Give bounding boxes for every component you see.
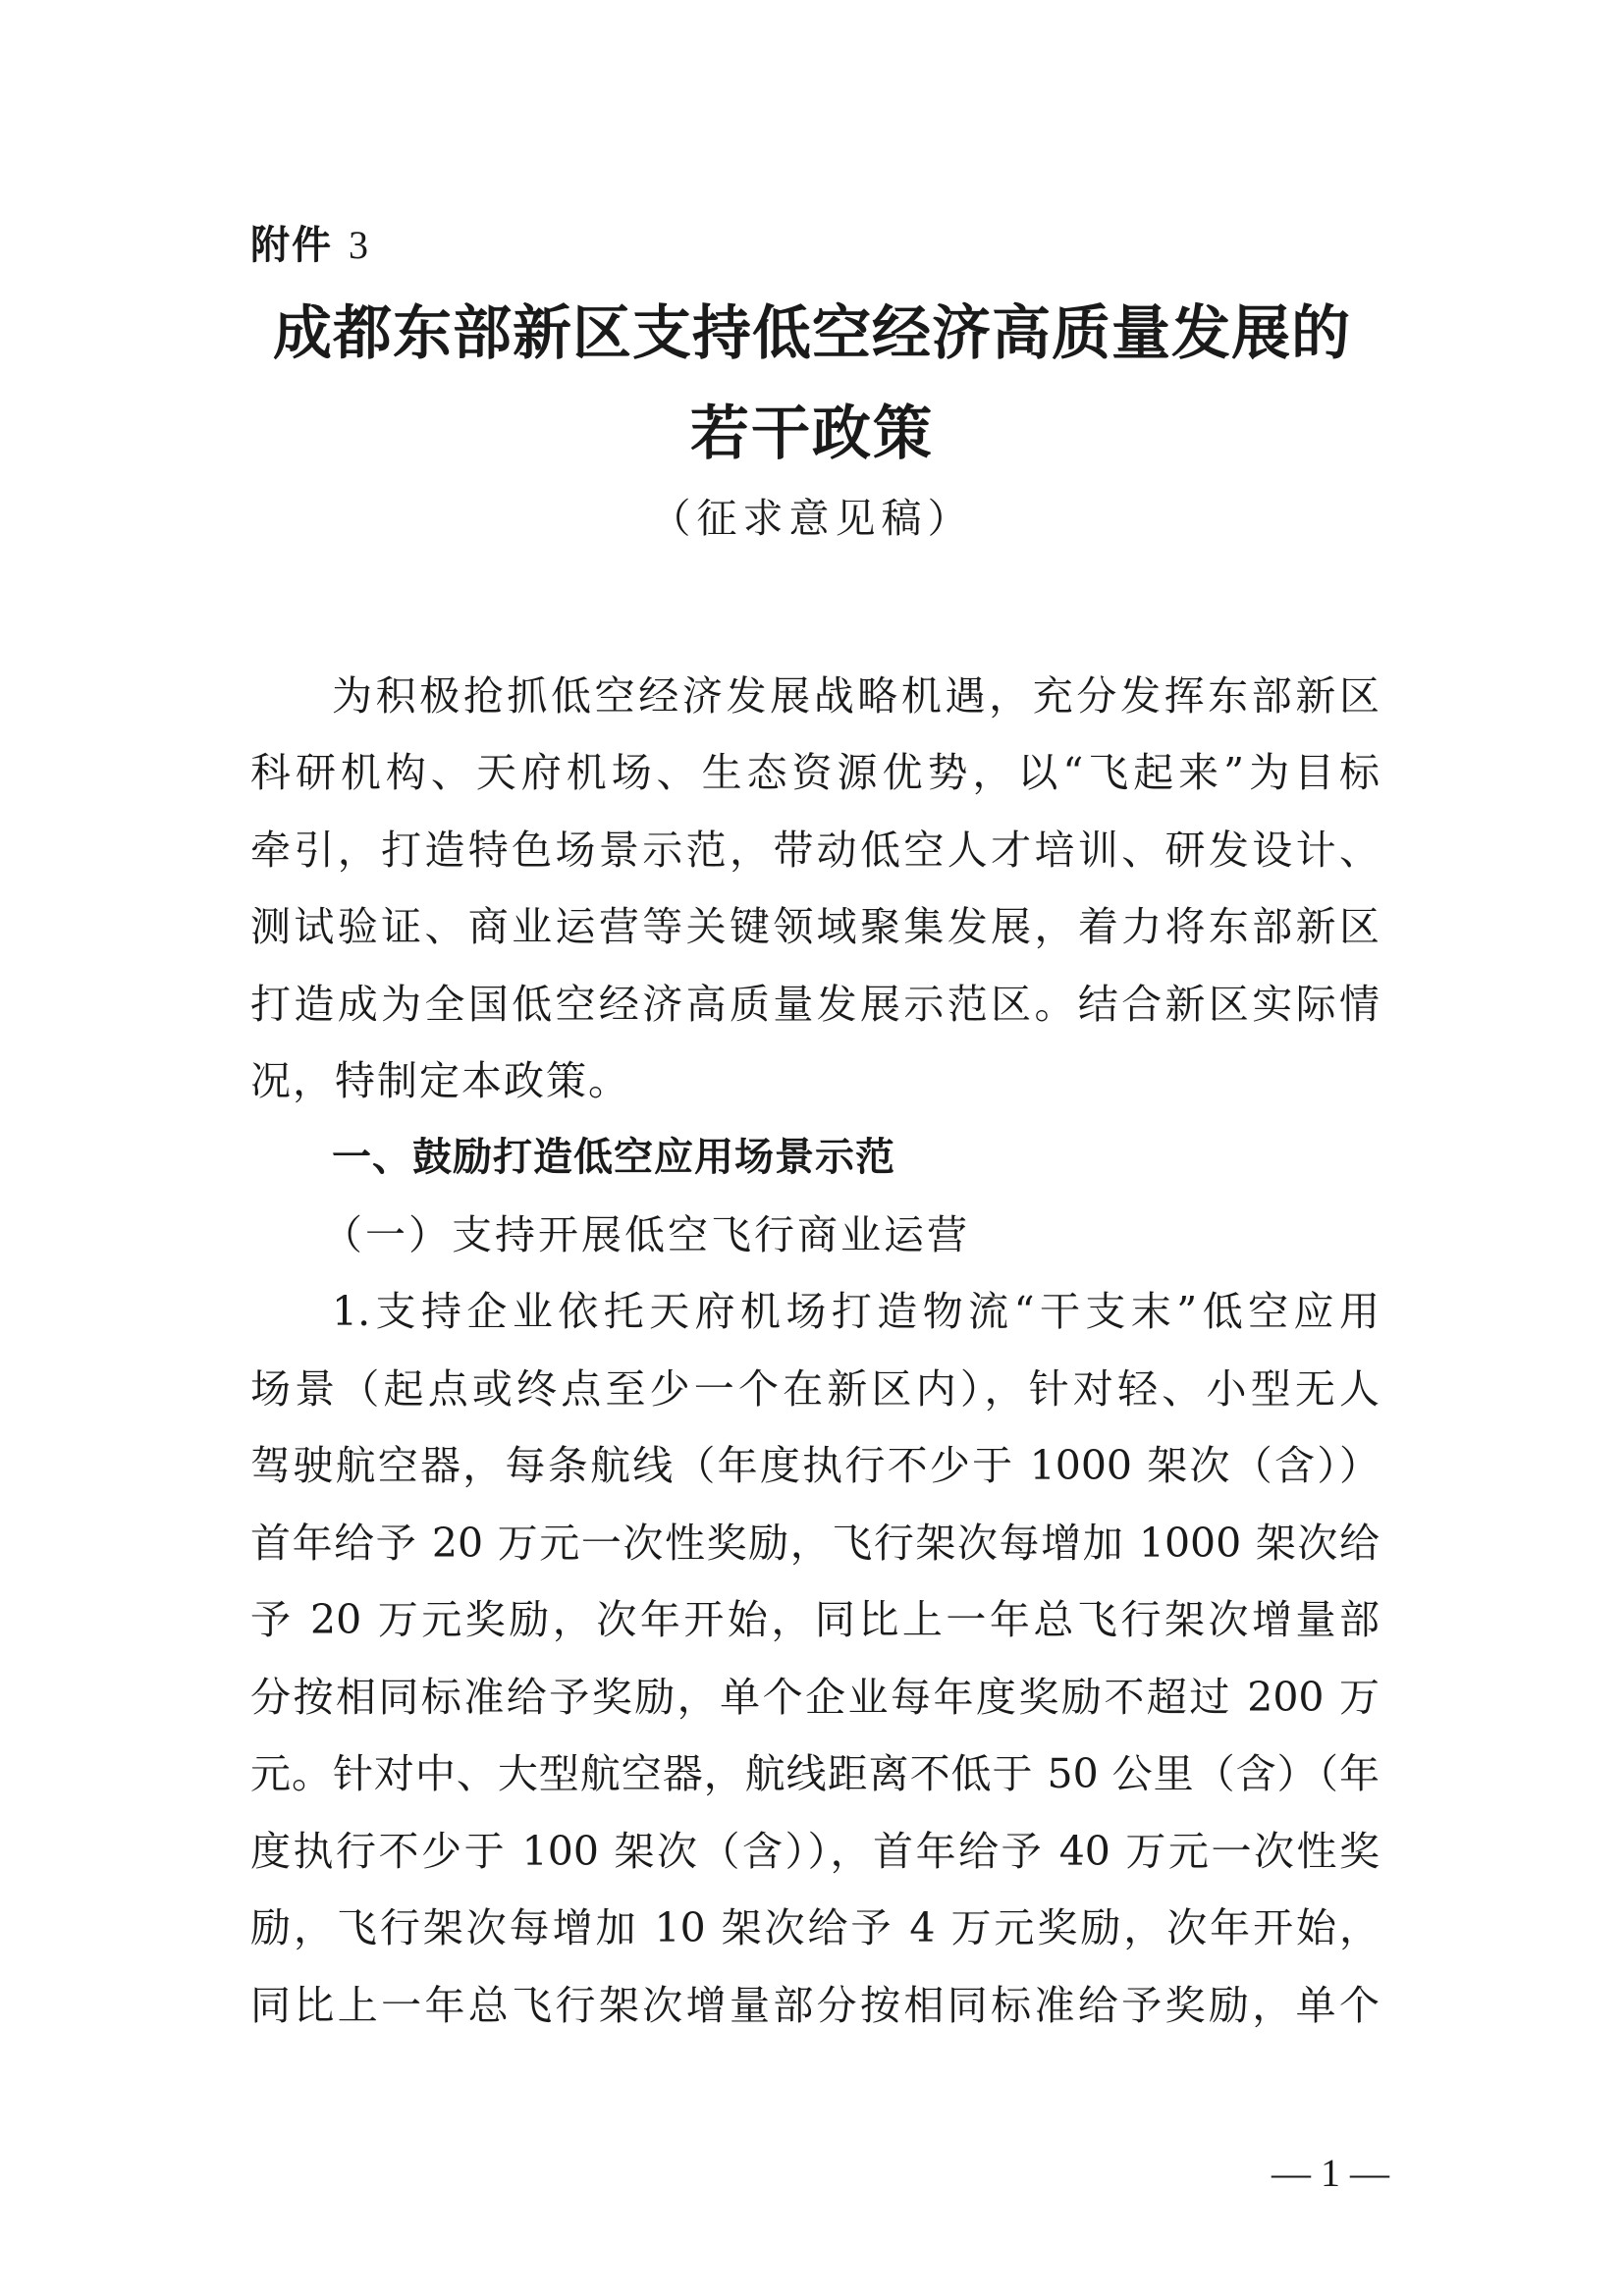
document-title-line-2: 若干政策 [690, 400, 934, 468]
item-line: 予 20 万元奖励，次年开始，同比上一年总飞行架次增量部 [250, 1596, 1380, 1643]
section-heading: 一、鼓励打造低空应用场景示范 [332, 1135, 895, 1180]
intro-line: 况，特制定本政策。 [250, 1057, 630, 1104]
subsection-heading: （一）支持开展低空飞行商业运营 [322, 1211, 970, 1258]
item-line: 同比上一年总飞行架次增量部分按相同标准给予奖励，单个 [250, 1982, 1380, 2029]
item-line: 驾驶航空器，每条航线（年度执行不少于 1000 架次（含）） [250, 1442, 1380, 1489]
attachment-text: 附件 [250, 223, 333, 268]
document-title-line-1: 成都东部新区支持低空经济高质量发展的 [273, 299, 1351, 368]
item-line: 度执行不少于 100 架次（含）），首年给予 40 万元一次性奖 [250, 1828, 1380, 1875]
intro-line: 牵引，打造特色场景示范，带动低空人才培训、研发设计、 [250, 827, 1380, 874]
attachment-label [250, 218, 370, 273]
item-line: 首年给予 20 万元一次性奖励，飞行架次每增加 1000 架次给 [250, 1520, 1380, 1567]
intro-line: 打造成为全国低空经济高质量发展示范区。结合新区实际情 [250, 981, 1380, 1028]
attachment-number: 3 [348, 223, 370, 267]
document-subtitle: （征求意见稿） [650, 495, 974, 542]
item-line: 元。针对中、大型航空器，航线距离不低于 50 公里（含）（年 [250, 1750, 1380, 1797]
intro-line: 测试验证、商业运营等关键领域聚集发展，着力将东部新区 [250, 903, 1380, 950]
item-line: 1.支持企业依托天府机场打造物流“干支末”低空应用 [332, 1288, 1380, 1335]
item-line: 场景（起点或终点至少一个在新区内），针对轻、小型无人 [250, 1365, 1380, 1413]
item-line: 分按相同标准给予奖励，单个企业每年度奖励不超过 200 万 [250, 1674, 1380, 1721]
intro-line: 为积极抢抓低空经济发展战略机遇，充分发挥东部新区 [332, 672, 1380, 720]
item-line: 励，飞行架次每增加 10 架次给予 4 万元奖励，次年开始， [250, 1904, 1380, 1951]
page-number: — 1 — [1272, 2151, 1389, 2195]
intro-line: 科研机构、天府机场、生态资源优势，以“飞起来”为目标 [250, 749, 1380, 796]
